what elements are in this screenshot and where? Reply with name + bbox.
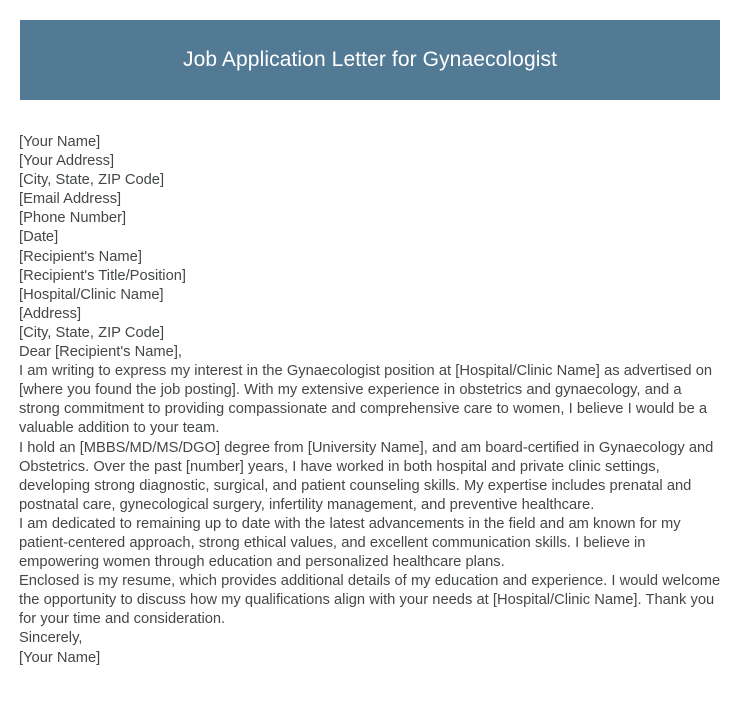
sender-address-block: [19, 133, 721, 248]
page-title: Job Application Letter for Gynaecologist: [182, 48, 558, 72]
body-paragraph-1: I am writing to express my interest in the Gynaecologist position at [Hospital/Clinic Name] as advertised on [where you found the job posting]. With my extensive experience in obstetrics and gynaecology, and a strong commitment to providing compassionate and comprehensive care to women, I believe I would be a valuable addition to your team.: [19, 363, 713, 437]
recipient-line-address: [Address]: [19, 305, 82, 322]
body-paragraph-4: Enclosed is my resume, which provides additional details of my education and experience. I would welcome the opportunity to discuss how my qualifications align with your needs at [Hospital/Clinic Name]. Thank you for your time and consideration.: [19, 573, 721, 628]
recipient-line-city-state-zip: [City, State, ZIP Code]: [19, 324, 165, 341]
sender-line-address: [Your Address]: [19, 153, 115, 170]
body-paragraph-2: I hold an [MBBS/MD/MS/DGO] degree from [University Name], and am board-certified in Gynaecology and Obstetrics. Over the past [number] years, I have worked in both hospital and private clinic settings, developing strong diagnostic, surgical, and patient counseling skills. My expertise includes prenatal and postnatal care, gynecological surgery, infertility management, and preventive healthcare.: [19, 439, 714, 513]
recipient-line-title: [Recipient's Title/Position]: [19, 267, 186, 284]
sender-line-phone: [Phone Number]: [19, 210, 127, 227]
signature: [Your Name]: [19, 649, 101, 666]
sender-line-email: [Email Address]: [19, 191, 122, 208]
sender-line-name: [Your Name]: [19, 134, 101, 150]
recipient-line-organization: [Hospital/Clinic Name]: [19, 286, 164, 303]
recipient-address-block: [19, 248, 721, 343]
body-paragraph-3: I am dedicated to remaining up to date with the latest advancements in the field and am known for my patient-centered approach, strong ethical values, and excellent communication skills. I believe in empowering women through education and personalized healthcare plans.: [19, 515, 681, 571]
header-banner: [20, 20, 720, 100]
recipient-line-name: [Recipient's Name]: [19, 248, 142, 265]
letter-body: [19, 133, 721, 668]
sender-line-date: [Date]: [19, 229, 59, 246]
sender-line-city-state-zip: [City, State, ZIP Code]: [19, 172, 165, 189]
salutation: Dear [Recipient's Name],: [19, 344, 182, 361]
closing: Sincerely,: [19, 630, 83, 647]
